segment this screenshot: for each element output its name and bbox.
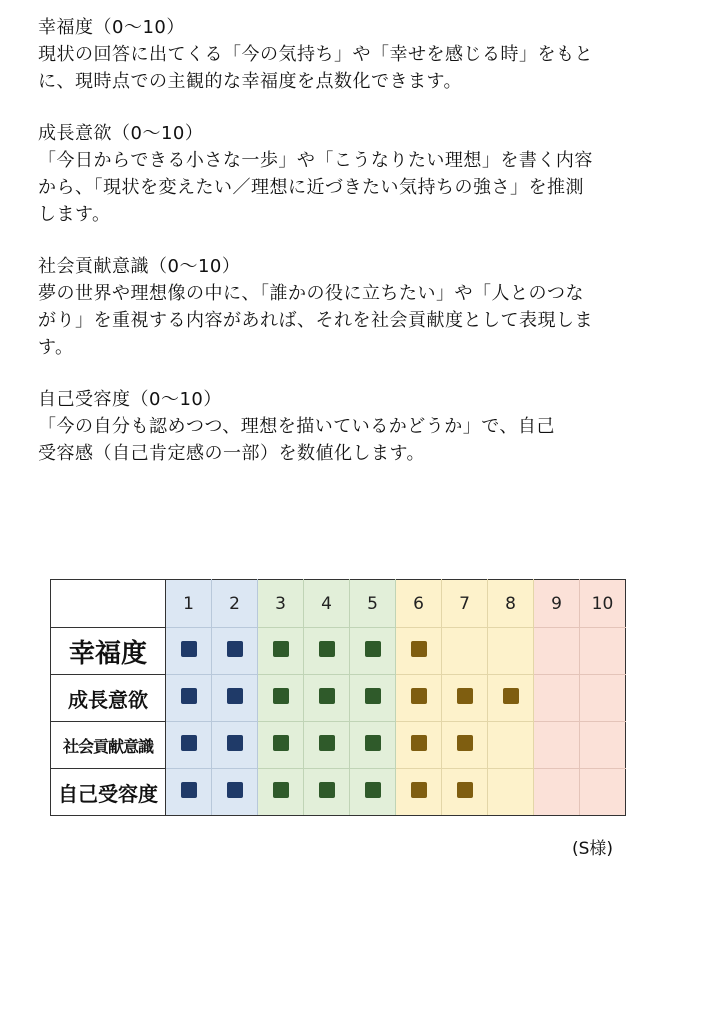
score-cell bbox=[350, 675, 396, 722]
section-social bbox=[38, 253, 678, 361]
section-title: 幸福度（0〜10） bbox=[38, 17, 185, 38]
section-body: 「今の自分も認めつつ、理想を描いているかどうか」で、自己 受容感（自己肯定感の一部）を数値化します。 bbox=[38, 416, 555, 464]
score-cell bbox=[396, 675, 442, 722]
score-cell bbox=[534, 769, 580, 816]
score-marker bbox=[181, 782, 197, 798]
section-happiness bbox=[38, 14, 678, 95]
row-label: 幸福度 bbox=[51, 628, 166, 675]
score-marker bbox=[411, 782, 427, 798]
score-cell bbox=[258, 675, 304, 722]
score-row-self-acceptance bbox=[51, 769, 626, 816]
section-self-acceptance bbox=[38, 386, 678, 467]
score-cell bbox=[304, 769, 350, 816]
score-marker bbox=[273, 641, 289, 657]
score-marker bbox=[227, 688, 243, 704]
score-cell bbox=[212, 722, 258, 769]
score-marker bbox=[273, 782, 289, 798]
score-cell bbox=[488, 722, 534, 769]
score-row-happiness bbox=[51, 628, 626, 675]
score-cell bbox=[304, 675, 350, 722]
row-label: 社会貢献意識 bbox=[51, 722, 166, 769]
section-title: 社会貢献意識（0〜10） bbox=[38, 256, 241, 277]
column-header: 2 bbox=[212, 580, 258, 628]
section-body: 「今日からできる小さな一歩」や「こうなりたい理想」を書く内容 から、「現状を変えたい／理想に近づきたい気持ちの強さ」を推測 します。 bbox=[38, 150, 593, 225]
section-body: 夢の世界や理想像の中に、「誰かの役に立ちたい」や「人とのつな がり」を重視する内容があれば、それを社会貢献度として表現しま す。 bbox=[38, 283, 593, 358]
score-cell bbox=[258, 769, 304, 816]
score-marker bbox=[273, 688, 289, 704]
score-marker bbox=[411, 735, 427, 751]
score-cell bbox=[212, 675, 258, 722]
score-cell bbox=[304, 722, 350, 769]
score-cell bbox=[534, 628, 580, 675]
column-header: 5 bbox=[350, 580, 396, 628]
score-marker bbox=[457, 735, 473, 751]
score-row-growth bbox=[51, 675, 626, 722]
section-title: 自己受容度（0〜10） bbox=[38, 389, 222, 410]
table-corner bbox=[51, 580, 166, 628]
score-cell bbox=[396, 769, 442, 816]
section-body: 現状の回答に出てくる「今の気持ち」や「幸せを感じる時」をもと に、現時点での主観的な幸福度を点数化できます。 bbox=[38, 44, 593, 92]
column-header: 8 bbox=[488, 580, 534, 628]
section-title: 成長意欲（0〜10） bbox=[38, 123, 204, 144]
score-cell bbox=[304, 628, 350, 675]
column-header: 6 bbox=[396, 580, 442, 628]
score-cell bbox=[166, 628, 212, 675]
score-marker bbox=[365, 782, 381, 798]
score-marker bbox=[227, 735, 243, 751]
score-marker bbox=[227, 641, 243, 657]
score-cell bbox=[488, 675, 534, 722]
score-cell bbox=[396, 628, 442, 675]
score-cell bbox=[442, 675, 488, 722]
section-growth bbox=[38, 120, 678, 228]
score-cell bbox=[580, 722, 626, 769]
score-marker bbox=[319, 641, 335, 657]
score-header-row bbox=[51, 580, 626, 628]
score-cell bbox=[350, 628, 396, 675]
score-marker bbox=[411, 688, 427, 704]
row-label: 自己受容度 bbox=[51, 769, 166, 816]
score-marker bbox=[457, 688, 473, 704]
score-marker bbox=[503, 688, 519, 704]
score-cell bbox=[258, 722, 304, 769]
score-marker bbox=[227, 782, 243, 798]
score-marker bbox=[319, 782, 335, 798]
score-cell bbox=[350, 722, 396, 769]
score-marker bbox=[365, 641, 381, 657]
score-marker bbox=[181, 641, 197, 657]
column-header: 7 bbox=[442, 580, 488, 628]
column-header: 3 bbox=[258, 580, 304, 628]
score-cell bbox=[258, 628, 304, 675]
score-cell bbox=[166, 722, 212, 769]
score-row-social bbox=[51, 722, 626, 769]
column-header: 4 bbox=[304, 580, 350, 628]
column-header: 9 bbox=[534, 580, 580, 628]
score-cell bbox=[350, 769, 396, 816]
client-credit: (S様) bbox=[572, 839, 614, 859]
score-marker bbox=[457, 782, 473, 798]
score-cell bbox=[580, 769, 626, 816]
score-marker bbox=[365, 688, 381, 704]
score-marker bbox=[181, 688, 197, 704]
score-cell bbox=[488, 769, 534, 816]
score-marker bbox=[365, 735, 381, 751]
score-cell bbox=[442, 769, 488, 816]
score-cell bbox=[442, 722, 488, 769]
score-cell bbox=[488, 628, 534, 675]
score-cell bbox=[534, 722, 580, 769]
score-cell bbox=[396, 722, 442, 769]
score-cell bbox=[212, 628, 258, 675]
row-label: 成長意欲 bbox=[51, 675, 166, 722]
score-cell bbox=[534, 675, 580, 722]
score-cell bbox=[166, 769, 212, 816]
score-cell bbox=[442, 628, 488, 675]
description-sections bbox=[38, 14, 678, 492]
score-table bbox=[50, 579, 626, 816]
column-header: 1 bbox=[166, 580, 212, 628]
column-header: 10 bbox=[580, 580, 626, 628]
score-marker bbox=[411, 641, 427, 657]
score-cell bbox=[580, 628, 626, 675]
score-cell bbox=[212, 769, 258, 816]
score-marker bbox=[273, 735, 289, 751]
score-marker bbox=[319, 688, 335, 704]
score-marker bbox=[319, 735, 335, 751]
score-cell bbox=[166, 675, 212, 722]
score-marker bbox=[181, 735, 197, 751]
score-cell bbox=[580, 675, 626, 722]
